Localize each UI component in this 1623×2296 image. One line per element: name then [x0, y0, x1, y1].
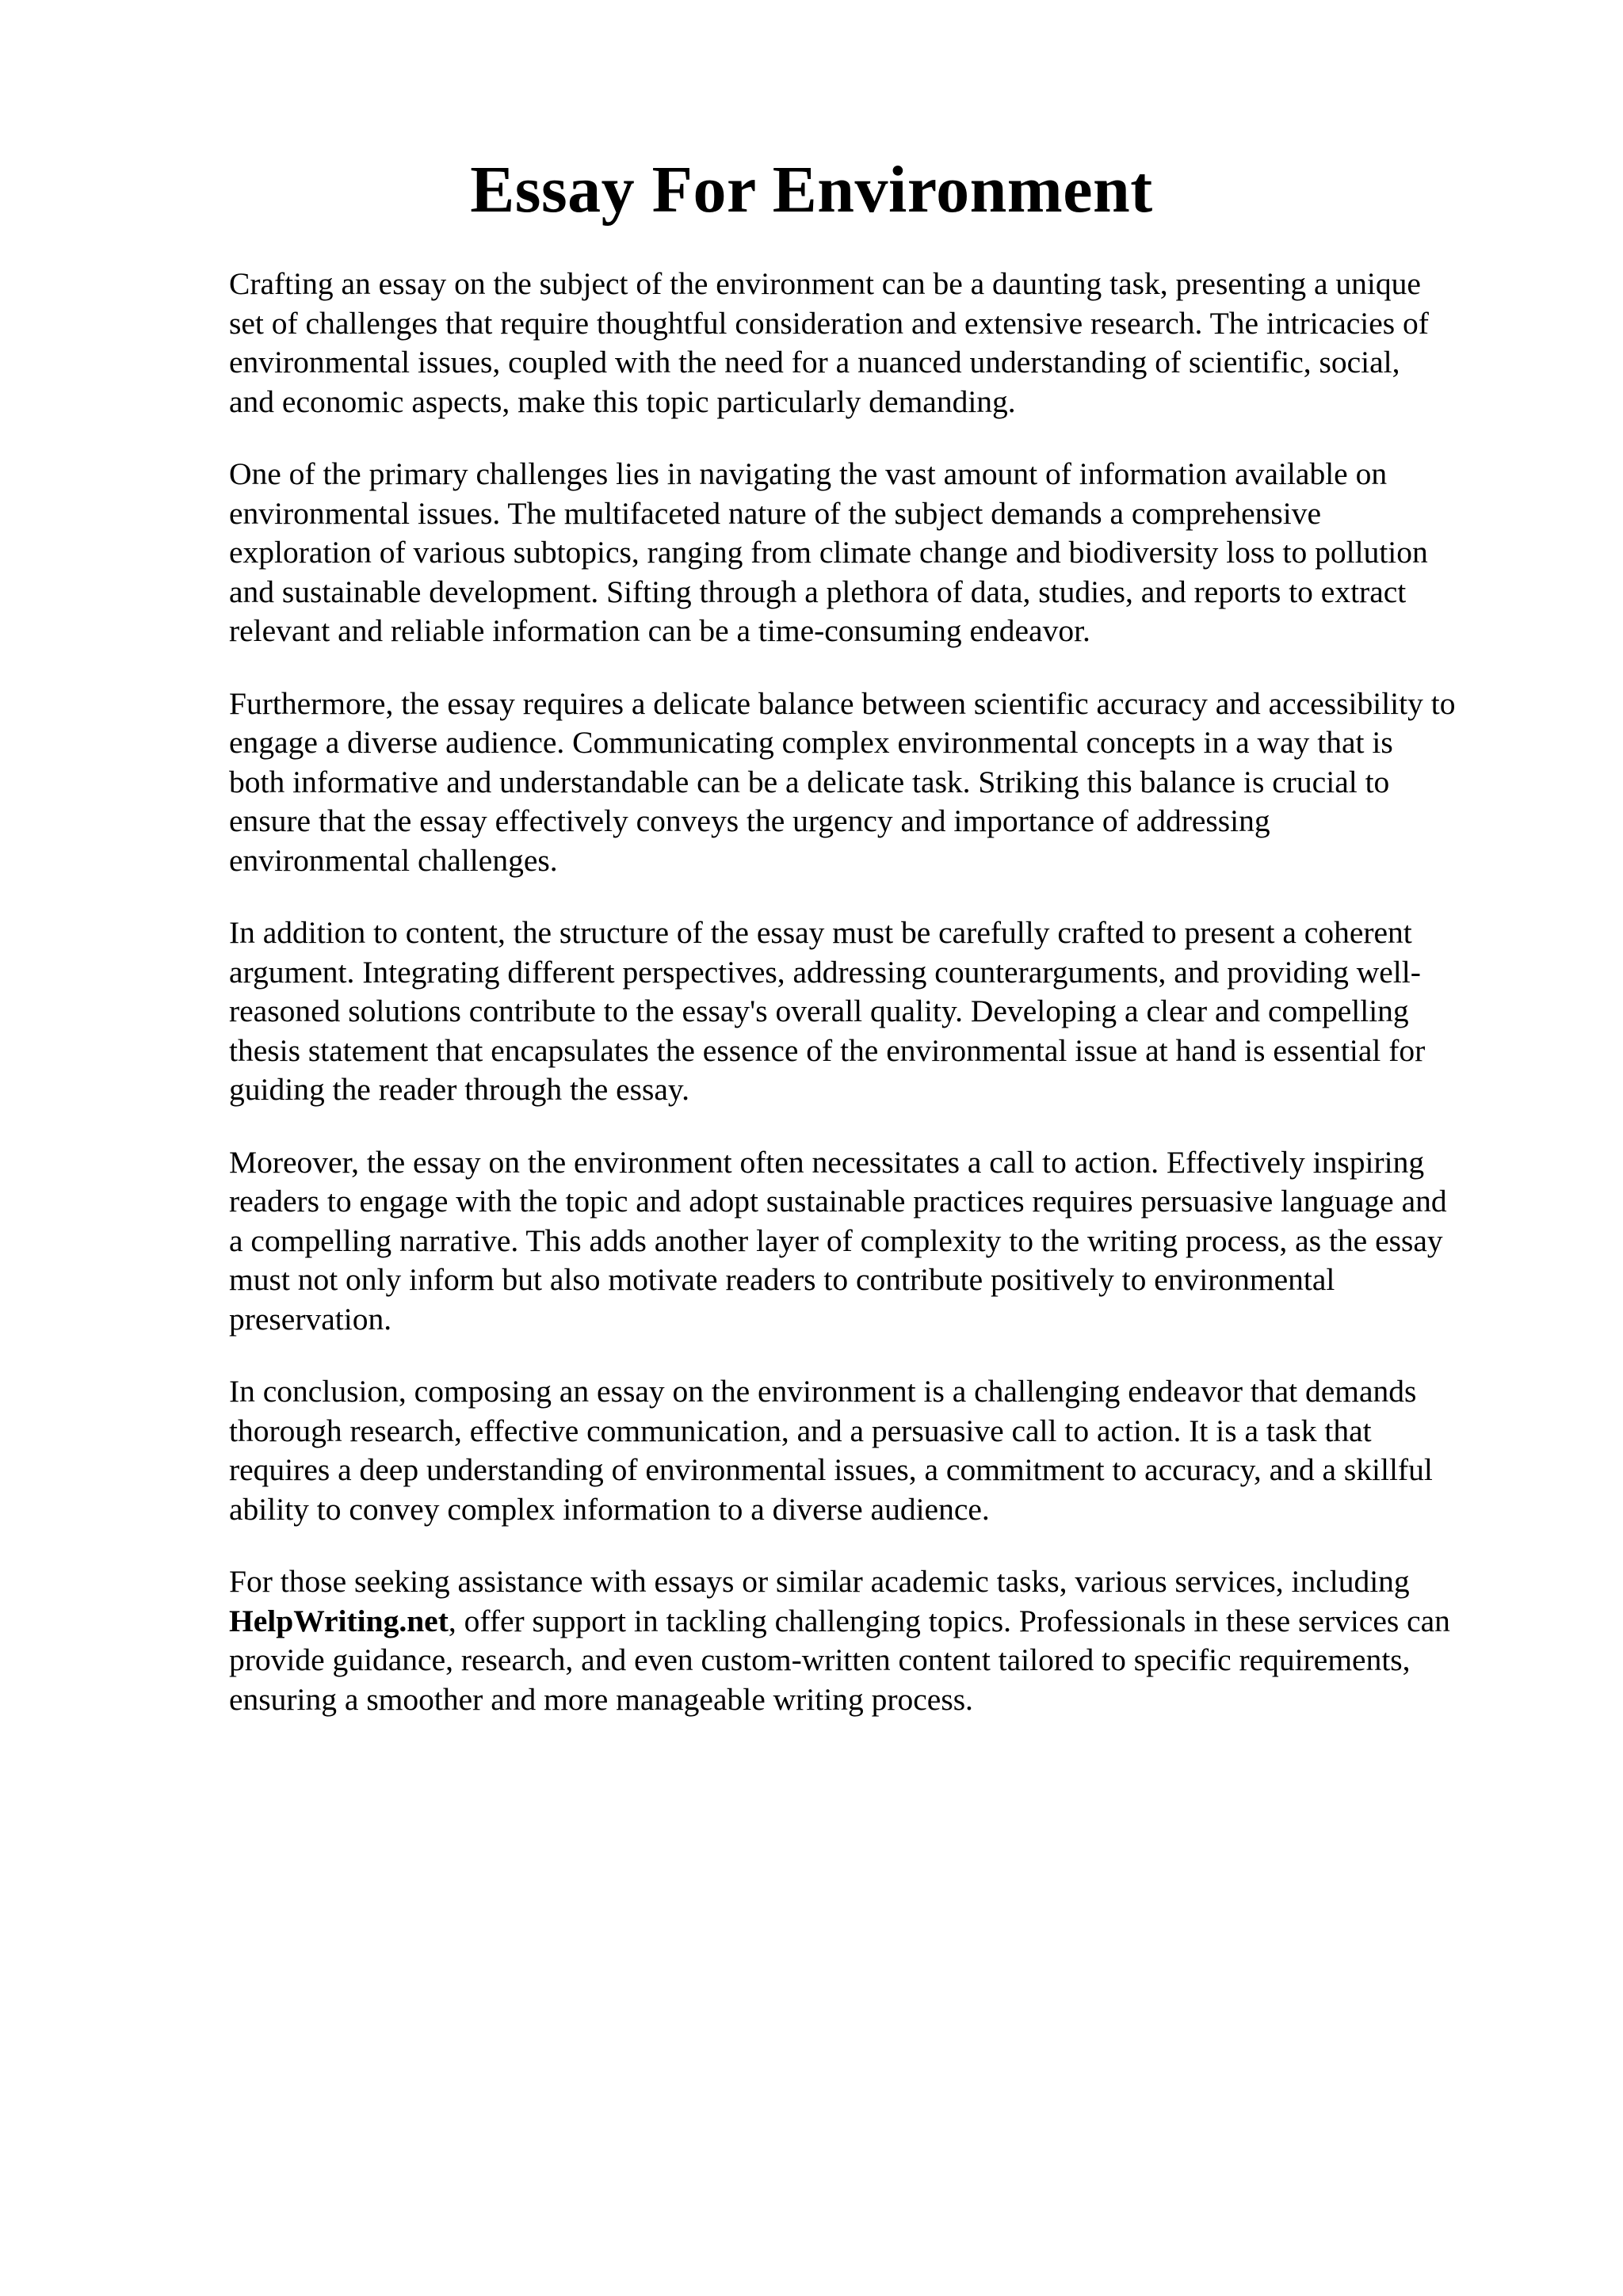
text-line: environmental issues. The multifaceted nature of the subject demands a comprehensive — [229, 495, 1322, 531]
text-line: reasoned solutions contribute to the essay's overall quality. Developing a clear and compelling — [229, 994, 1409, 1028]
text-line: a compelling narrative. This adds another layer of complexity to the writing process, as the essay — [229, 1222, 1443, 1258]
text-line: set of challenges that require thoughtful consideration and extensive research. The intricacies of — [229, 305, 1429, 341]
text-line: must not only inform but also motivate readers to contribute positively to environmental — [229, 1262, 1335, 1297]
text-line: thorough research, effective communication, and a persuasive call to action. It is a task that — [229, 1413, 1372, 1448]
text-line: In addition to content, the structure of the essay must be carefully crafted to present a coherent — [229, 915, 1412, 950]
paragraph-intro — [229, 265, 1529, 421]
text-line: ensure that the essay effectively conveys the urgency and importance of addressing — [229, 803, 1270, 838]
text-line: One of the primary challenges lies in navigating the vast amount of information available on — [229, 456, 1388, 491]
brand-line-rest: , offer support in tackling challenging topics. Professionals in these services can — [448, 1603, 1450, 1638]
text-line: Furthermore, the essay requires a delicate balance between scientific accuracy and accessibility to — [229, 685, 1456, 721]
paragraph-balance — [229, 685, 1529, 881]
paragraph-conclusion — [229, 1372, 1529, 1529]
text-line: and economic aspects, make this topic particularly demanding. — [229, 383, 1016, 419]
text-line: relevant and reliable information can be a time-consuming endeavor. — [229, 613, 1090, 648]
text-line: preservation. — [229, 1301, 392, 1337]
page-title: Essay For Environment — [470, 153, 1153, 227]
text-line-with-brand — [229, 1602, 1529, 1642]
text-line: thesis statement that encapsulates the essence of the environmental issue at hand is essential for — [229, 1032, 1426, 1068]
text-line: both informative and understandable can be a delicate task. Striking this balance is crucial to — [229, 764, 1390, 799]
text-line: environmental challenges. — [229, 842, 558, 878]
text-line: For those seeking assistance with essays or similar academic tasks, various services, including — [229, 1564, 1410, 1599]
paragraph-call-to-action — [229, 1143, 1529, 1340]
text-line: ensuring a smoother and more manageable writing process. — [229, 1681, 973, 1717]
paragraph-challenges — [229, 455, 1529, 651]
text-line: requires a deep understanding of environmental issues, a commitment to accuracy, and a skillful — [229, 1452, 1433, 1487]
text-line: provide guidance, research, and even custom-written content tailored to specific requirements, — [229, 1642, 1411, 1677]
text-line: Crafting an essay on the subject of the environment can be a daunting task, presenting a unique — [229, 266, 1421, 301]
text-line: engage a diverse audience. Communicating complex environmental concepts in a way that is — [229, 725, 1393, 760]
text-line: exploration of various subtopics, ranging from climate change and biodiversity loss to pollution — [229, 535, 1428, 570]
brand-name: HelpWriting.net — [229, 1603, 449, 1638]
text-line: argument. Integrating different perspectives, addressing counterarguments, and providing well- — [229, 954, 1421, 990]
paragraph-structure — [229, 913, 1529, 1110]
text-line: and sustainable development. Sifting through a plethora of data, studies, and reports to extract — [229, 574, 1407, 609]
text-line: Moreover, the essay on the environment often necessitates a call to action. Effectively inspiring — [229, 1144, 1425, 1180]
text-line: ability to convey complex information to a diverse audience. — [229, 1491, 990, 1527]
paragraph-closing — [229, 1562, 1529, 1719]
text-line: environmental issues, coupled with the need for a nuanced understanding of scientific, social, — [229, 345, 1400, 379]
text-line: readers to engage with the topic and adopt sustainable practices requires persuasive language and — [229, 1184, 1447, 1219]
text-line: In conclusion, composing an essay on the environment is a challenging endeavor that demands — [229, 1374, 1417, 1409]
essay-body — [229, 265, 1529, 1753]
text-line: guiding the reader through the essay. — [229, 1072, 689, 1107]
